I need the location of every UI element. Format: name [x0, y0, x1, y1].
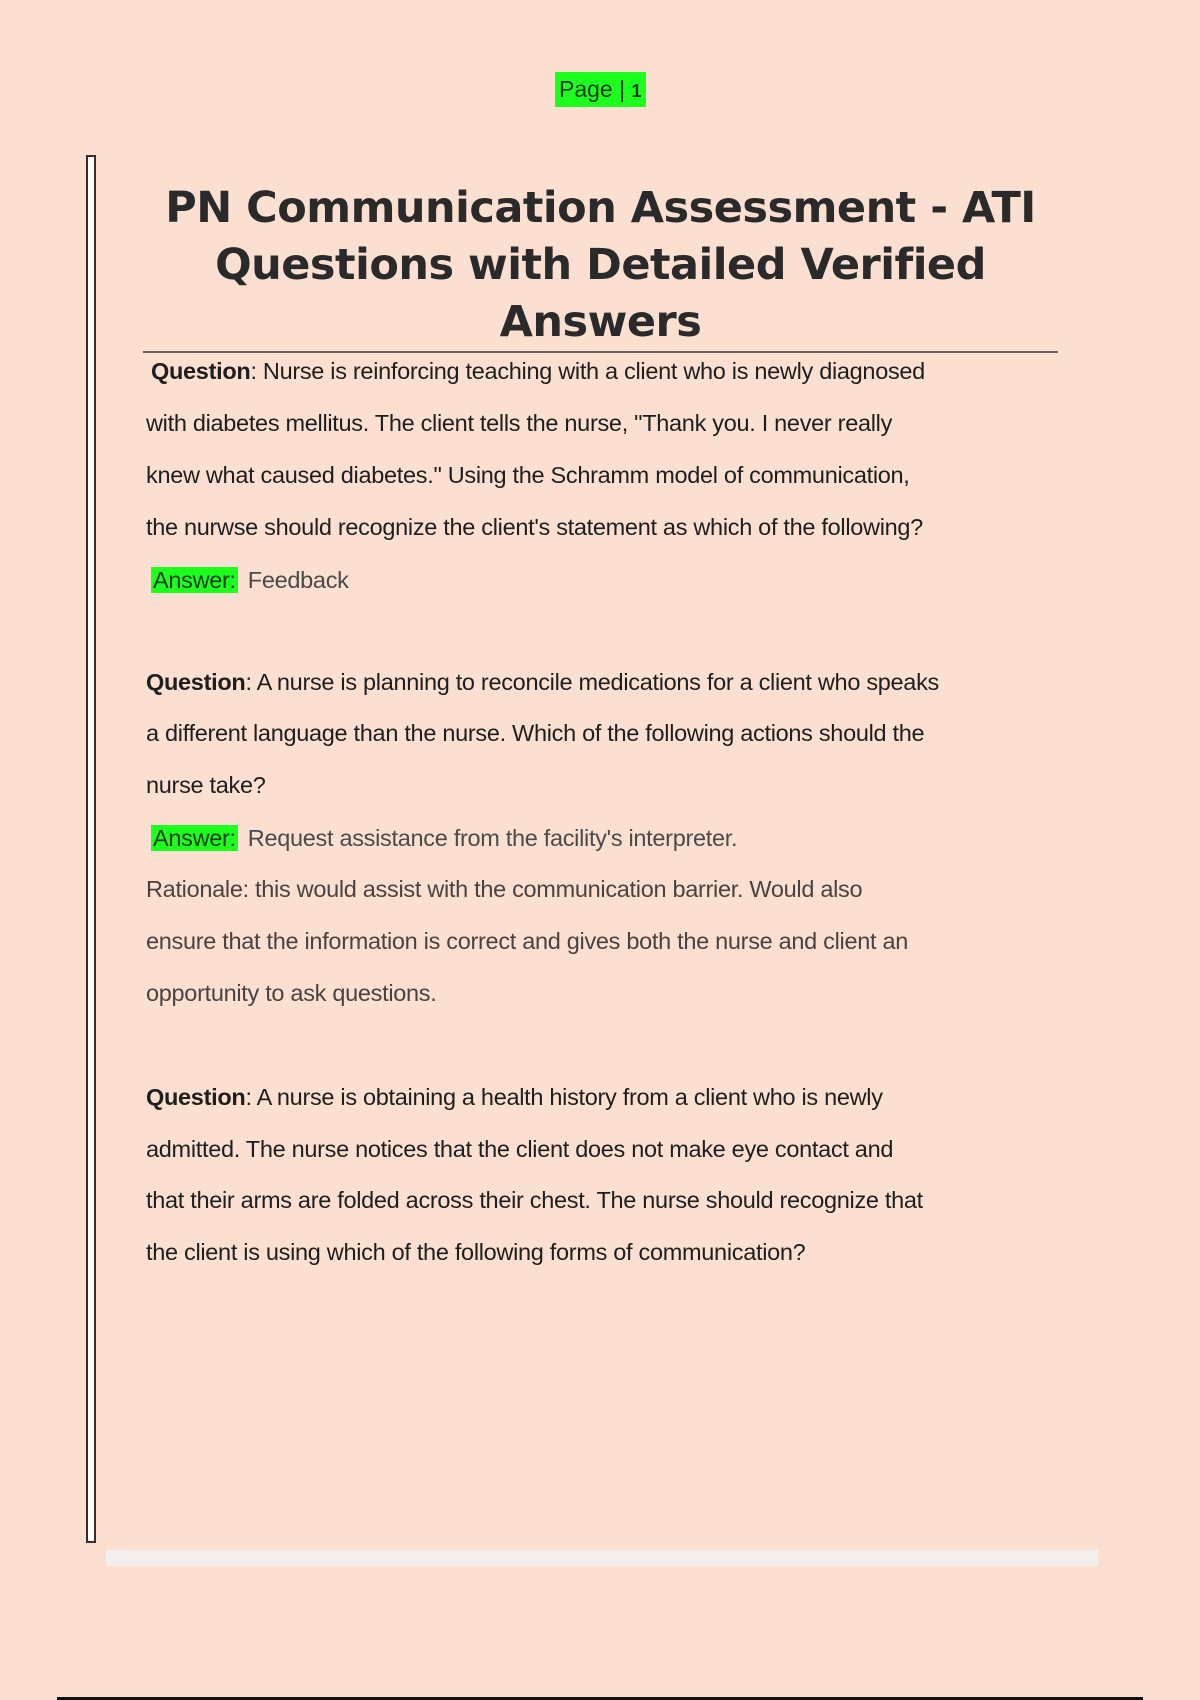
- question-line: with diabetes mellitus. The client tells the nurse, "Thank you. I never really: [146, 410, 893, 436]
- question-line: that their arms are folded across their chest. The nurse should recognize that: [146, 1187, 923, 1213]
- answer-text: Request assistance from the facility's interpreter.: [247, 825, 738, 851]
- question-line: [146, 1082, 883, 1112]
- answer-line: [146, 823, 737, 853]
- question-label: Question: [146, 669, 246, 695]
- question-line: admitted. The nurse notices that the client does not make eye contact and: [146, 1136, 894, 1162]
- question-line: [146, 667, 939, 697]
- page-number: 1: [631, 81, 642, 101]
- footer-band: [106, 1550, 1098, 1566]
- question-text: : A nurse is obtaining a health history from a client who is newly: [245, 1084, 883, 1110]
- document-title: [143, 180, 1058, 351]
- question-line: knew what caused diabetes." Using the Schramm model of communication,: [146, 462, 910, 488]
- question-label: Question: [151, 358, 251, 384]
- rationale-line: Rationale: this would assist with the communication barrier. Would also: [146, 876, 863, 902]
- question-label: Question: [146, 1084, 246, 1110]
- title-line: Questions with Detailed Verified: [215, 240, 986, 290]
- question-line: the nurwse should recognize the client's statement as which of the following?: [146, 514, 923, 540]
- question-line: [151, 356, 925, 386]
- rationale-line: ensure that the information is correct and gives both the nurse and client an: [146, 928, 909, 954]
- page-number-label: [555, 72, 646, 107]
- answer-label: Answer:: [153, 825, 236, 851]
- question-line: a different language than the nurse. Which of the following actions should the: [146, 720, 925, 746]
- title-line: Answers: [499, 297, 702, 347]
- question-line: nurse take?: [146, 772, 266, 798]
- title-line: PN Communication Assessment - ATI: [165, 183, 1036, 233]
- answer-label: Answer:: [153, 567, 236, 593]
- page-word: Page |: [559, 76, 626, 102]
- question-line: the client is using which of the following forms of communication?: [146, 1239, 806, 1265]
- rationale-line: opportunity to ask questions.: [146, 980, 437, 1006]
- question-text: : Nurse is reinforcing teaching with a client who is newly diagnosed: [250, 358, 925, 384]
- title-divider: [143, 351, 1058, 353]
- question-text: : A nurse is planning to reconcile medications for a client who speaks: [245, 669, 939, 695]
- left-border-bar: [86, 155, 96, 1543]
- answer-line: [146, 565, 349, 595]
- answer-text: Feedback: [247, 567, 349, 593]
